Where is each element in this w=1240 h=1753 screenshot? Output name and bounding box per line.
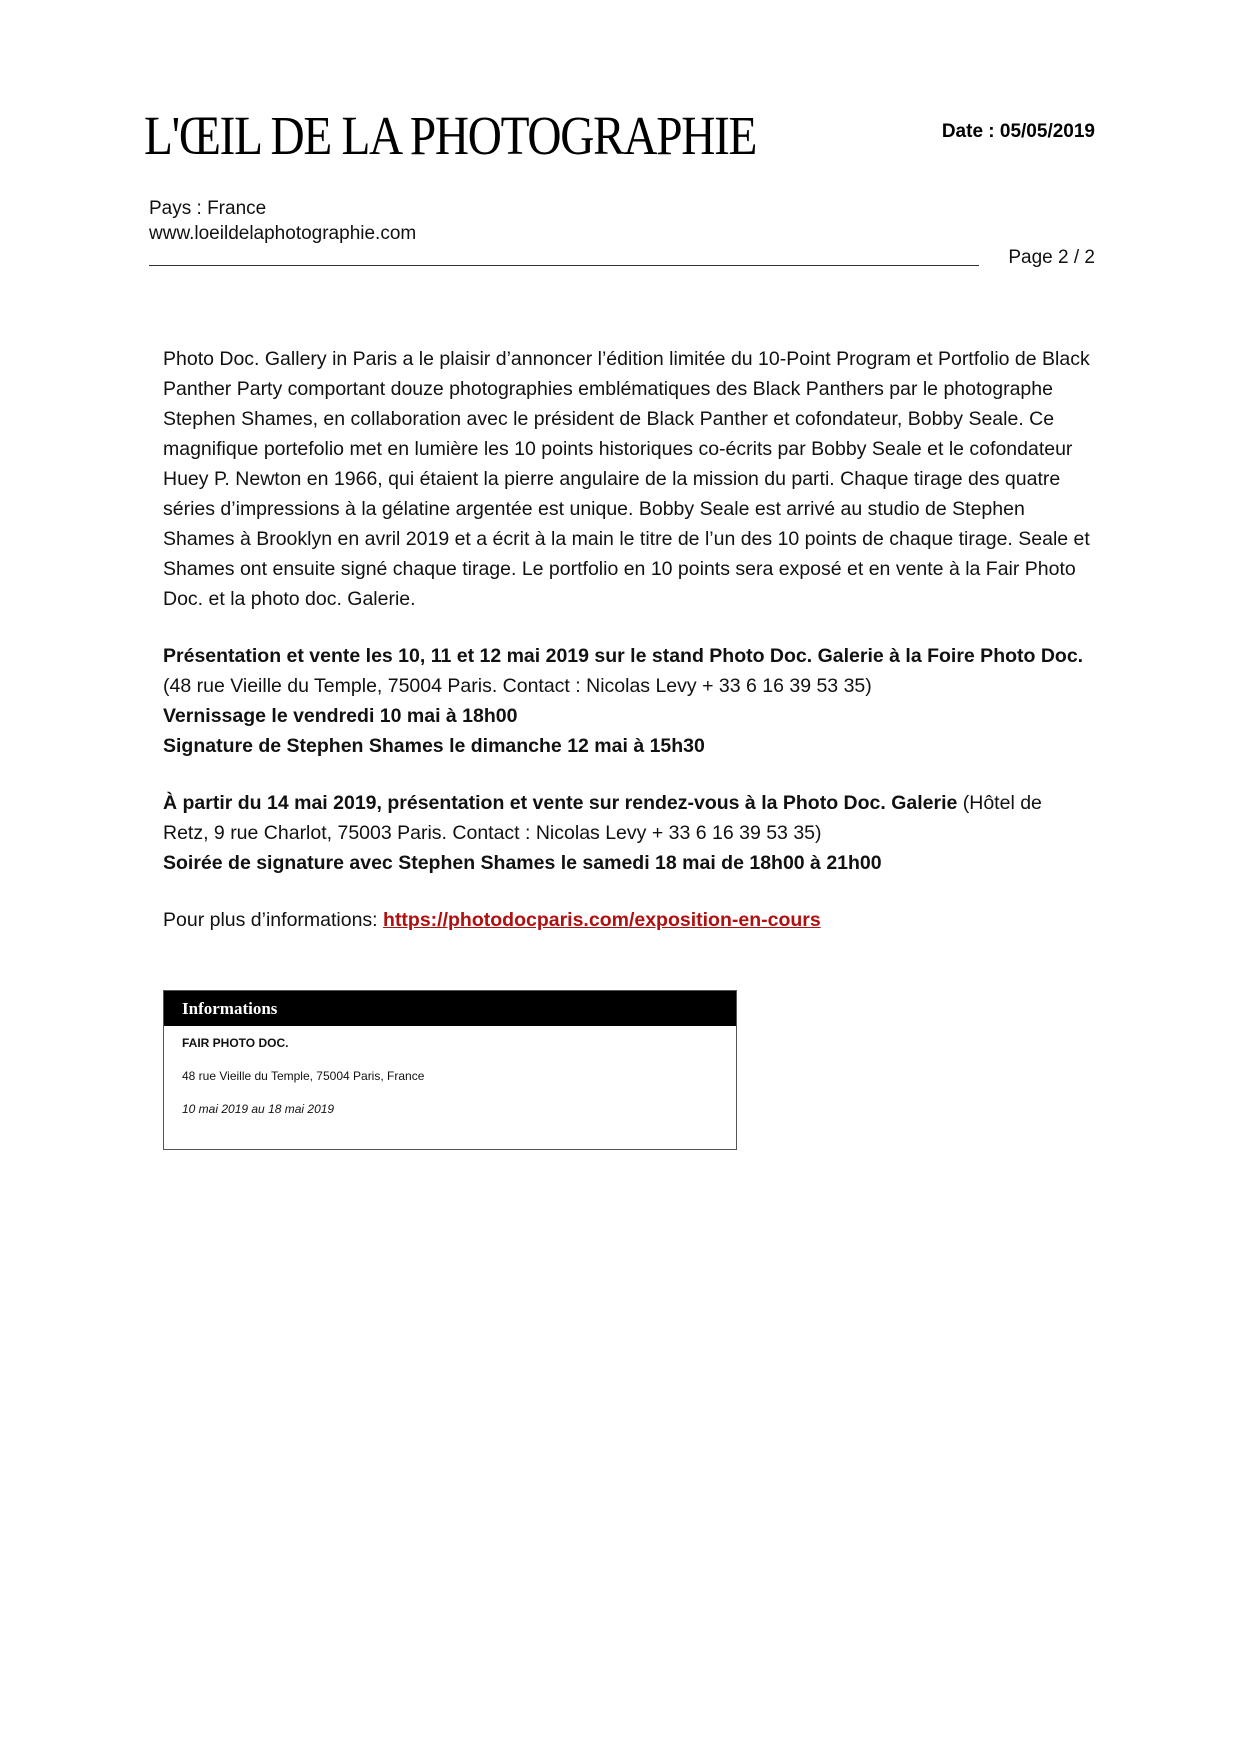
presentation-heading: Présentation et vente les 10, 11 et 12 mai 2019 sur le stand Photo Doc. Galerie à la Foire Photo Doc. [163, 645, 1084, 667]
signature-line: Signature de Stephen Shames le dimanche 12 mai à 15h30 [163, 735, 705, 757]
page-number: Page 2 / 2 [1008, 247, 1095, 268]
gallery-heading: À partir du 14 mai 2019, présentation et vente sur rendez-vous à la Photo Doc. Galerie [163, 792, 958, 814]
presentation-paragraph [163, 641, 1091, 761]
article-body [163, 344, 1091, 962]
presentation-details: (48 rue Vieille du Temple, 75004 Paris. Contact : Nicolas Levy + 33 6 16 39 53 35) [163, 675, 872, 697]
event-address: 48 rue Vieille du Temple, 75004 Paris, France [182, 1069, 425, 1083]
soiree-line: Soirée de signature avec Stephen Shames le samedi 18 mai de 18h00 à 21h00 [163, 852, 882, 874]
event-dates: 10 mai 2019 au 18 mai 2019 [182, 1102, 335, 1116]
gallery-details: (Hôtel de Retz, 9 rue Charlot, 75003 Paris. Contact : Nicolas Levy + 33 6 16 39 53 35) [163, 792, 1042, 844]
info-box-body [164, 1026, 736, 1116]
vernissage-line: Vernissage le vendredi 10 mai à 18h00 [163, 705, 518, 727]
intro-paragraph: Photo Doc. Gallery in Paris a le plaisir d’annoncer l’édition limitée du 10-Point Program et Portfolio de Black Panther Party comportant douze photographies emblématiques des Black Panthers par le photographe Stephen Shames, en collaboration avec le président de Black Panther et cofondateur, Bobby Seale. Ce magnifique portefolio met en lumière les 10 points historiques co-écrits par Bobby Seale et le cofondateur Huey P. Newton en 1966, qui étaient la pierre angulaire de la mission du parti. Chaque tirage des quatre séries d’impressions à la gélatine argentée est unique. Bobby Seale est arrivé au studio de Stephen Shames à Brooklyn en avril 2019 et a écrit à la main le titre de l’un des 10 points de chaque tirage. Seale et Shames ont ensuite signé chaque tirage. Le portfolio en 10 points sera exposé et en vente à la Fair Photo Doc. et la photo doc. Galerie. [163, 348, 1090, 610]
country-label: Pays : France [149, 198, 267, 219]
publication-date: Date : 05/05/2019 [941, 121, 1095, 142]
more-info-label: Pour plus d’informations: [163, 909, 384, 931]
gallery-paragraph [163, 788, 1091, 878]
event-name: FAIR PHOTO DOC. [182, 1036, 289, 1050]
info-box-title: Informations [164, 991, 736, 1026]
publication-meta [149, 196, 416, 246]
header-divider [149, 265, 979, 266]
more-info-paragraph [163, 905, 1091, 935]
website-label: www.loeildelaphotographie.com [149, 223, 417, 244]
info-box [163, 990, 737, 1150]
exhibition-link[interactable]: https://photodocparis.com/exposition-en-cours [383, 909, 821, 931]
masthead-logo: L'ŒIL DE LA PHOTOGRAPHIE [144, 105, 757, 166]
